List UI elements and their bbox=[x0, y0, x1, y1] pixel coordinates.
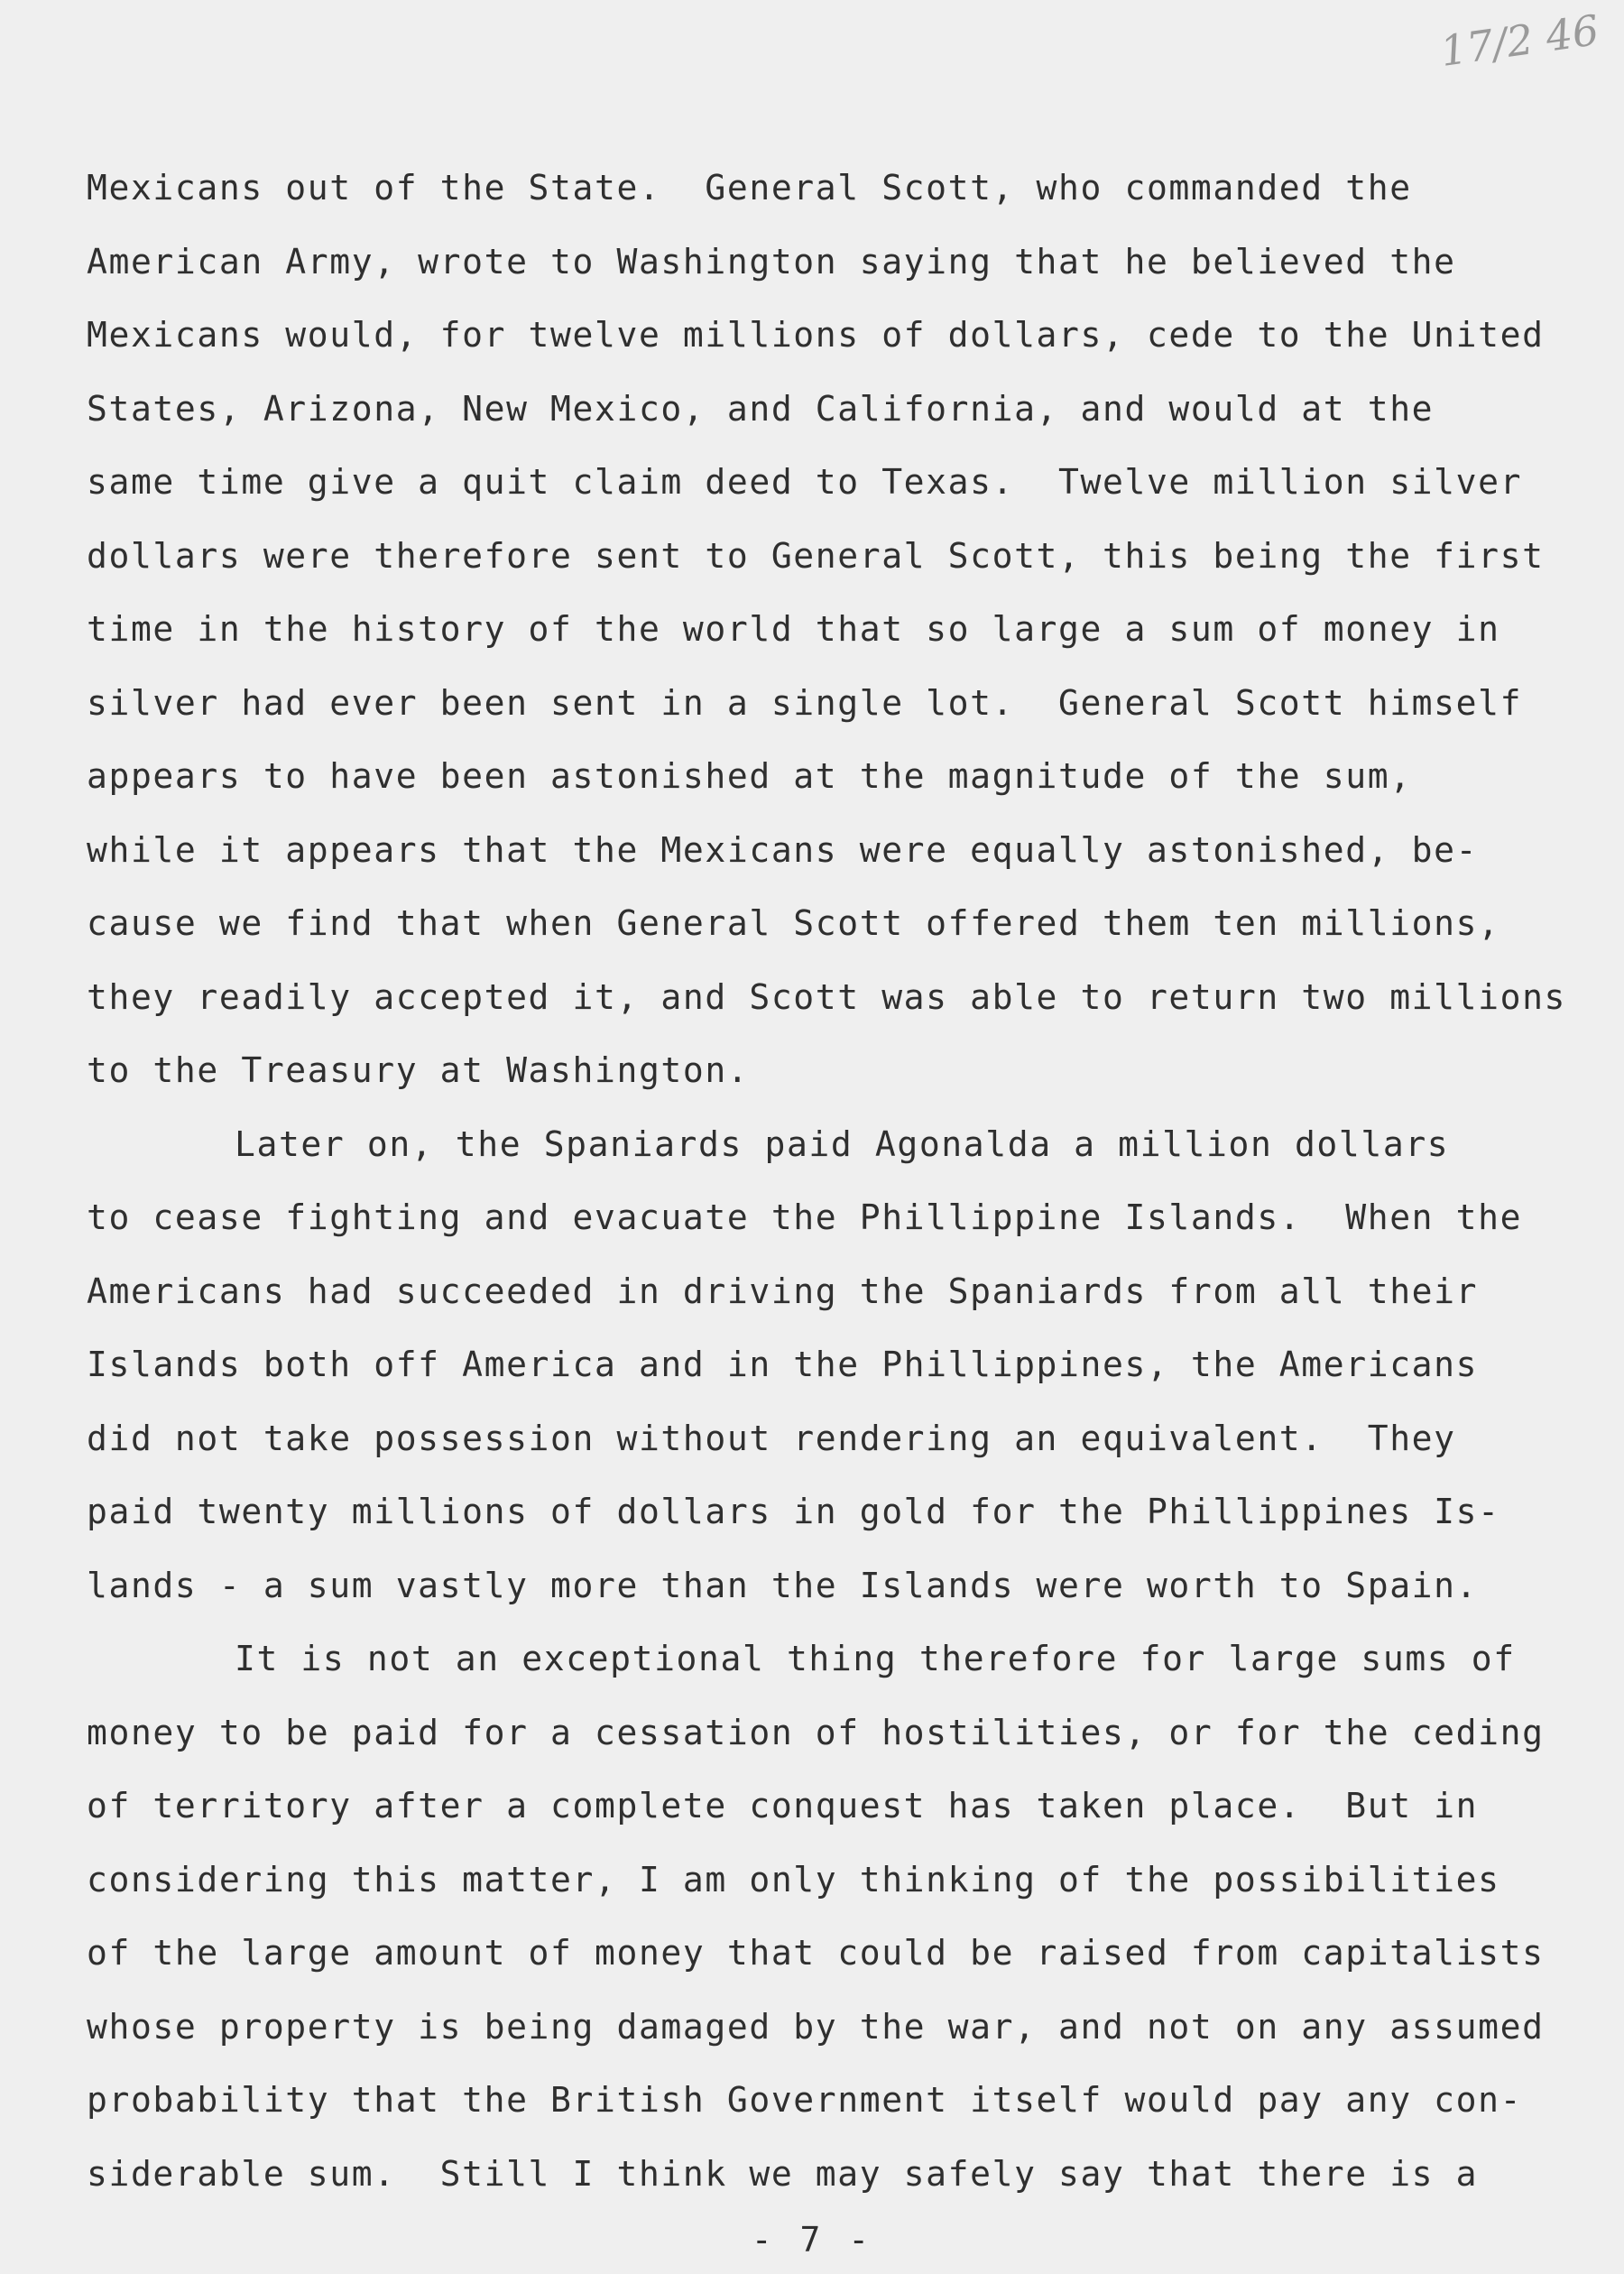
text-line: considering this matter, I am only thinking of the possibilities bbox=[87, 1859, 1500, 1900]
text-line: time in the history of the world that so large a sum of money in bbox=[87, 609, 1500, 649]
text-line: siderable sum. Still I think we may safely say that there is a bbox=[87, 2153, 1479, 2194]
text-line: they readily accepted it, and Scott was able to return two millions bbox=[87, 976, 1567, 1017]
text-line: Later on, the Spaniards paid Agonalda a million dollars bbox=[235, 1123, 1450, 1164]
paragraph bbox=[87, 1622, 1602, 2211]
text-line: to cease fighting and evacuate the Phillippine Islands. When the bbox=[87, 1197, 1523, 1237]
text-line: while it appears that the Mexicans were equally astonished, be- bbox=[87, 829, 1479, 870]
body-text bbox=[87, 152, 1602, 2211]
page-number: - 7 - bbox=[751, 2220, 873, 2260]
text-line: of territory after a complete conquest has taken place. But in bbox=[87, 1786, 1479, 1826]
text-line: whose property is being damaged by the war, and not on any assumed bbox=[87, 2006, 1545, 2047]
paragraph bbox=[87, 152, 1602, 1108]
text-line: Mexicans would, for twelve millions of dollars, cede to the United bbox=[87, 315, 1545, 355]
text-line: money to be paid for a cessation of hostilities, or for the ceding bbox=[87, 1712, 1545, 1752]
text-line: Americans had succeeded in driving the Spaniards from all their bbox=[87, 1271, 1479, 1311]
text-line: appears to have been astonished at the magnitude of the sum, bbox=[87, 756, 1412, 796]
text-line: lands - a sum vastly more than the Islands were worth to Spain. bbox=[87, 1565, 1479, 1605]
text-line: silver had ever been sent in a single lot. General Scott himself bbox=[87, 682, 1523, 723]
text-line: Mexicans out of the State. General Scott, who commanded the bbox=[87, 168, 1412, 208]
text-line: paid twenty millions of dollars in gold for the Phillippines Is- bbox=[87, 1492, 1500, 1531]
text-line: of the large amount of money that could be raised from capitalists bbox=[87, 1933, 1545, 1973]
text-line: probability that the British Government itself would pay any con- bbox=[87, 2080, 1523, 2120]
text-line: same time give a quit claim deed to Texas. Twelve million silver bbox=[87, 462, 1523, 502]
paragraph bbox=[87, 1108, 1602, 1623]
text-line: dollars were therefore sent to General Scott, this being the first bbox=[87, 535, 1545, 576]
text-line: American Army, wrote to Washington saying that he believed the bbox=[87, 241, 1456, 282]
text-line: States, Arizona, New Mexico, and California, and would at the bbox=[87, 388, 1435, 429]
text-line: did not take possession without rendering an equivalent. They bbox=[87, 1418, 1456, 1458]
archive-mark: 17/2 46 bbox=[1436, 5, 1601, 77]
text-line: It is not an exceptional thing therefore for large sums of bbox=[235, 1639, 1516, 1678]
text-line: cause we find that when General Scott offered them ten millions, bbox=[87, 903, 1500, 943]
text-line: to the Treasury at Washington. bbox=[87, 1050, 750, 1090]
text-line: Islands both off America and in the Phillippines, the Americans bbox=[87, 1345, 1479, 1384]
